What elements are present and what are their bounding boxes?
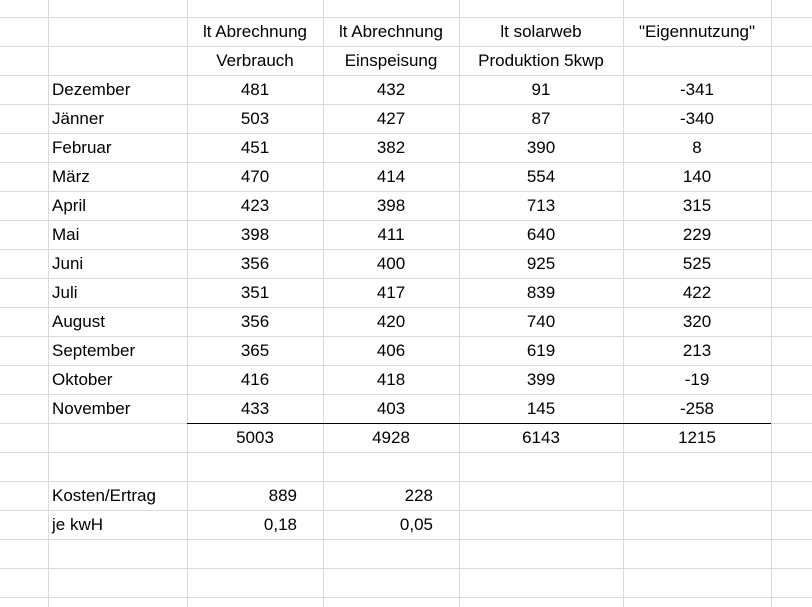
value-cell[interactable]: 525	[682, 254, 712, 273]
value-cell[interactable]: 403	[376, 399, 406, 418]
value-cell[interactable]: 351	[240, 283, 270, 302]
price-per-kwh-feedin[interactable]: 0,05	[399, 515, 433, 534]
column-header-line1[interactable]: lt solarweb	[500, 22, 582, 41]
value-cell[interactable]: 422	[682, 283, 712, 302]
grid-column-line	[771, 0, 772, 607]
column-header-line1[interactable]: "Eigennutzung"	[638, 22, 756, 41]
month-label[interactable]: Jänner	[52, 109, 104, 128]
column-header-line2[interactable]: Produktion 5kwp	[478, 51, 604, 70]
value-cell[interactable]: 145	[526, 399, 556, 418]
value-cell[interactable]: 400	[376, 254, 406, 273]
month-label[interactable]: August	[52, 312, 105, 331]
value-cell[interactable]: 713	[526, 196, 556, 215]
column-header-line2[interactable]: Verbrauch	[216, 51, 294, 70]
value-cell[interactable]: 411	[377, 225, 405, 244]
total-cell[interactable]: 4928	[372, 428, 410, 447]
value-cell[interactable]: 213	[682, 341, 712, 360]
value-cell[interactable]: 640	[526, 225, 556, 244]
value-cell[interactable]: 406	[376, 341, 406, 360]
column-header-line1[interactable]: lt Abrechnung	[339, 22, 443, 41]
column-header-line1[interactable]: lt Abrechnung	[203, 22, 307, 41]
value-cell[interactable]: -19	[684, 370, 710, 389]
value-cell[interactable]: 470	[240, 167, 270, 186]
month-label[interactable]: Juni	[52, 254, 84, 273]
value-cell[interactable]: 8	[692, 138, 702, 157]
value-cell[interactable]: 740	[526, 312, 556, 331]
value-cell[interactable]: 399	[526, 370, 556, 389]
value-cell[interactable]: 503	[240, 109, 270, 128]
value-cell[interactable]: 229	[682, 225, 712, 244]
value-cell[interactable]: 356	[240, 312, 270, 331]
month-label[interactable]: Februar	[52, 138, 112, 157]
price-per-kwh-consumption[interactable]: 0,18	[263, 515, 297, 534]
value-cell[interactable]: 427	[376, 109, 406, 128]
value-cell[interactable]: -340	[679, 109, 715, 128]
column-header-line2[interactable]: Einspeisung	[344, 51, 438, 70]
per-kwh-label[interactable]: je kwH	[52, 515, 104, 534]
month-label[interactable]: Mai	[52, 225, 80, 244]
month-label[interactable]: März	[52, 167, 90, 186]
grid-row-line	[0, 452, 812, 453]
month-label[interactable]: April	[52, 196, 87, 215]
value-cell[interactable]: 417	[376, 283, 406, 302]
value-cell[interactable]: 839	[526, 283, 556, 302]
value-cell[interactable]: 420	[376, 312, 406, 331]
value-cell[interactable]: 619	[526, 341, 556, 360]
value-cell[interactable]: 414	[376, 167, 406, 186]
value-cell[interactable]: 451	[240, 138, 270, 157]
value-cell[interactable]: 365	[240, 341, 270, 360]
value-cell[interactable]: 356	[240, 254, 270, 273]
value-cell[interactable]: 418	[376, 370, 406, 389]
value-cell[interactable]: 398	[240, 225, 270, 244]
total-cell[interactable]: 1215	[678, 428, 716, 447]
grid-row-line	[0, 568, 812, 569]
cost-value-consumption[interactable]: 889	[268, 486, 297, 505]
month-label[interactable]: September	[52, 341, 136, 360]
value-cell[interactable]: -258	[679, 399, 715, 418]
value-cell[interactable]: 91	[531, 80, 551, 99]
value-cell[interactable]: 140	[682, 167, 712, 186]
total-cell[interactable]: 6143	[522, 428, 560, 447]
value-cell[interactable]: 423	[240, 196, 270, 215]
value-cell[interactable]: -341	[679, 80, 715, 99]
month-label[interactable]: Juli	[52, 283, 78, 302]
value-cell[interactable]: 432	[376, 80, 406, 99]
value-cell[interactable]: 433	[240, 399, 270, 418]
cost-label[interactable]: Kosten/Ertrag	[52, 486, 156, 505]
value-cell[interactable]: 320	[682, 312, 712, 331]
value-cell[interactable]: 925	[526, 254, 556, 273]
value-cell[interactable]: 554	[526, 167, 556, 186]
month-label[interactable]: Dezember	[52, 80, 131, 99]
grid-row-line	[0, 597, 812, 598]
value-cell[interactable]: 481	[240, 80, 270, 99]
month-label[interactable]: Oktober	[52, 370, 113, 389]
total-cell[interactable]: 5003	[236, 428, 274, 447]
value-cell[interactable]: 87	[531, 109, 551, 128]
cost-value-feedin[interactable]: 228	[404, 486, 433, 505]
value-cell[interactable]: 390	[526, 138, 556, 157]
month-label[interactable]: November	[52, 399, 131, 418]
value-cell[interactable]: 382	[376, 138, 406, 157]
grid-row-line	[0, 539, 812, 540]
value-cell[interactable]: 416	[240, 370, 270, 389]
value-cell[interactable]: 315	[682, 196, 712, 215]
value-cell[interactable]: 398	[376, 196, 406, 215]
